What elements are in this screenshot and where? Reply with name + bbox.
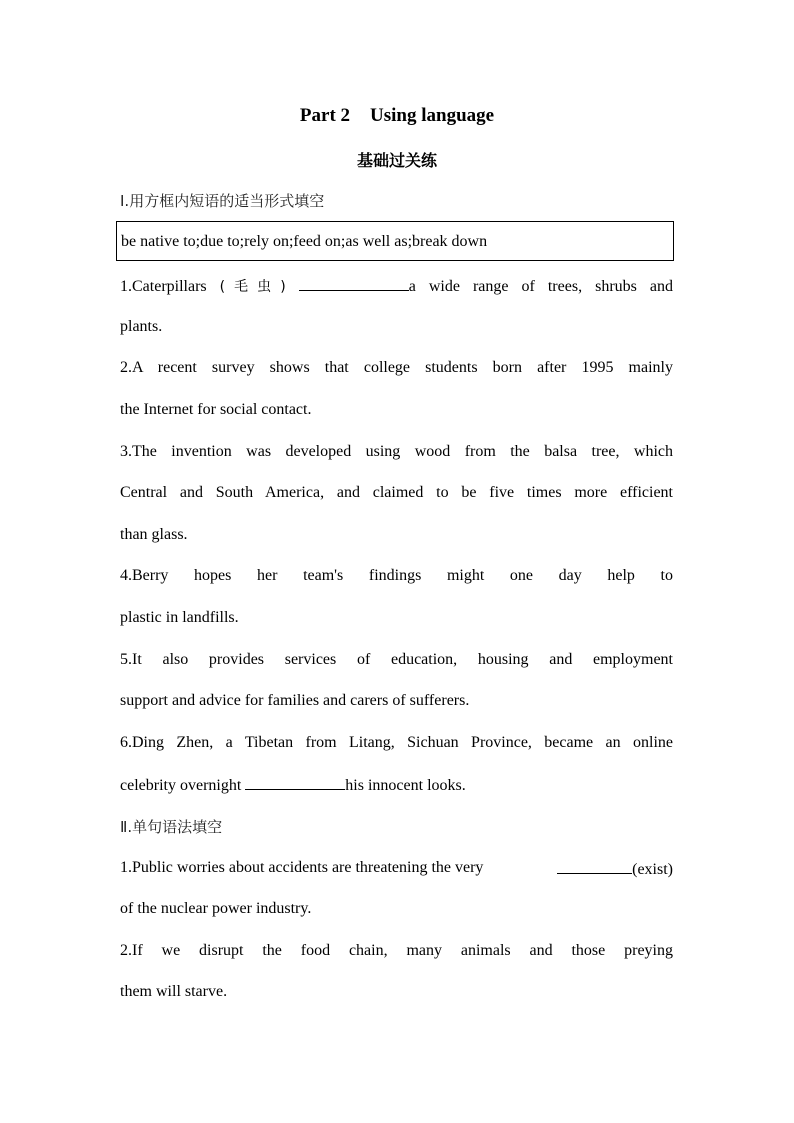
grammar-1-line2: of the nuclear power industry. (120, 900, 312, 917)
grammar-1-line1: 1.Public worries about accidents are threatening the very (exist) (120, 859, 673, 878)
question-1-line1: 1.Caterpillars (毛虫) a wide range of trees, shrubs and (120, 275, 673, 297)
answer-blank[interactable] (557, 858, 632, 874)
question-1-line2: plants. (120, 318, 163, 335)
question-6-line2: celebrity overnight his innocent looks. (120, 774, 673, 796)
question-5-line1: 5.It also provides services of education, housing and employment (120, 651, 673, 668)
question-3-line2: Central and South America, and claimed to be five times more efficient (120, 484, 673, 501)
part-label: Part 2 (299, 105, 351, 126)
question-4-line2: plastic in landfills. (120, 609, 239, 626)
part-name: Using language (370, 105, 495, 126)
answer-blank[interactable] (245, 774, 345, 790)
grammar-2-line1: 2.If we disrupt the food chain, many animals and those preying (120, 942, 673, 959)
question-3-line1: 3.The invention was developed using wood from the balsa tree, which (120, 443, 673, 460)
section1-heading: Ⅰ.用方框内短语的适当形式填空 (120, 192, 325, 210)
grammar-2-line2: them will starve. (120, 983, 228, 1000)
question-5-line2: support and advice for families and carers of sufferers. (120, 692, 470, 709)
question-3-line3: than glass. (120, 526, 188, 543)
section-subtitle: 基础过关练 (356, 151, 437, 170)
question-6-line1: 6.Ding Zhen, a Tibetan from Litang, Sichuan Province, became an online (120, 734, 673, 751)
page-title (0, 105, 794, 127)
question-4-line1: 4.Berry hopes her team's findings might one day help to (120, 567, 673, 584)
answer-blank[interactable] (299, 275, 409, 291)
section2-heading: Ⅱ.单句语法填空 (120, 818, 223, 836)
phrase-list: be native to;due to;rely on;feed on;as well as;break down (121, 233, 488, 250)
question-2-line1: 2.A recent survey shows that college students born after 1995 mainly (120, 359, 673, 376)
question-2-line2: the Internet for social contact. (120, 401, 312, 418)
phrase-box (116, 221, 674, 261)
